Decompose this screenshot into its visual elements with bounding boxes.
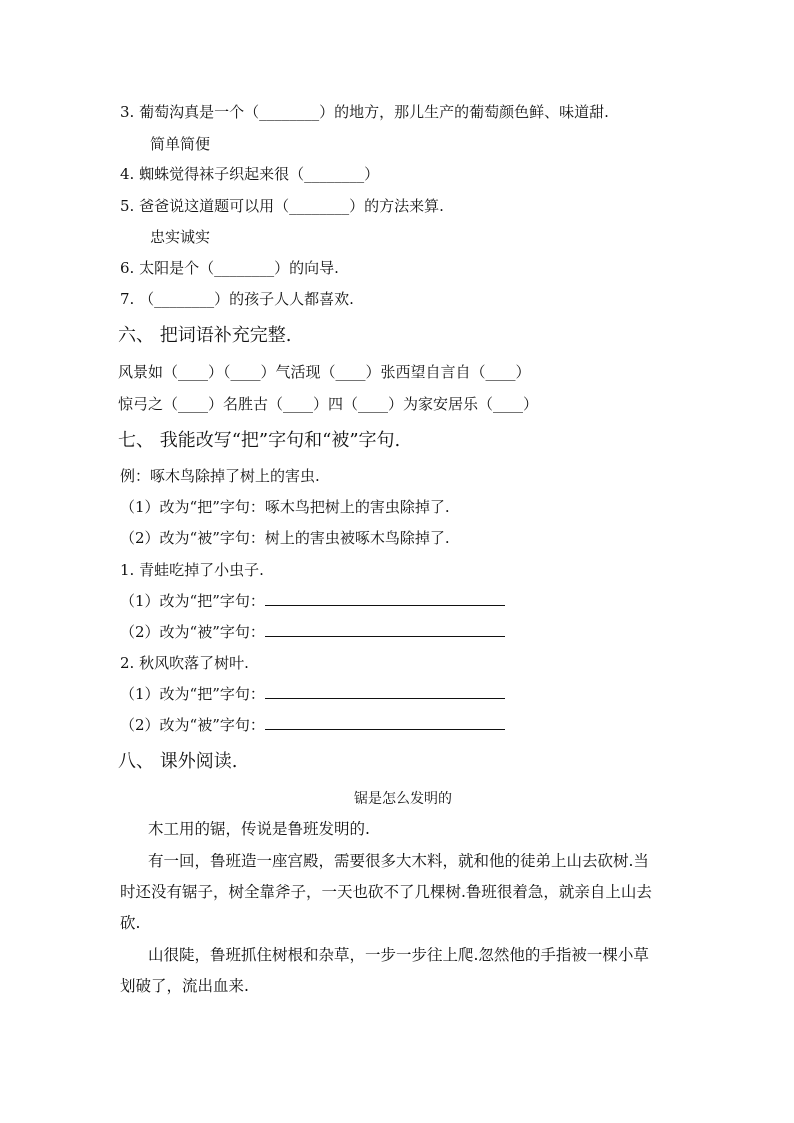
section-6-heading: 六、 把词语补充完整. xyxy=(118,325,292,346)
question-4: 4. 蜘蛛觉得袜子织起来很（________） xyxy=(120,165,380,183)
word-choices-1: 简单简便 xyxy=(150,135,211,153)
reading-paragraph-1: 木工用的锯，传说是鲁班发明的. xyxy=(148,820,370,838)
reading-paragraph-3-line-1: 山很陡，鲁班抓住树根和杂草，一步一步往上爬.忽然他的手指被一棵小草 xyxy=(148,946,649,964)
question-7: 7. （________）的孩子人人都喜欢. xyxy=(120,290,354,308)
example-sentence: 例：啄木鸟除掉了树上的害虫. xyxy=(120,467,320,485)
exercise-2-ba-label: （1）改为“把”字句： xyxy=(120,685,265,703)
exercise-2-bei-answer-line[interactable] xyxy=(265,715,505,730)
question-6: 6. 太阳是个（________）的向导. xyxy=(120,259,339,277)
reading-paragraph-2-line-1: 有一回，鲁班造一座宫殿，需要很多大木料，就和他的徒弟上山去砍树.当 xyxy=(148,852,649,870)
exercise-2-bei-label: （2）改为“被”字句： xyxy=(120,716,265,734)
word-choices-2: 忠实诚实 xyxy=(150,228,211,246)
idiom-row-2: 惊弓之（____）名胜古（____）四（____）为家安居乐（____） xyxy=(118,395,539,413)
section-7-heading: 七、 我能改写“把”字句和“被”字句. xyxy=(118,430,401,451)
reading-paragraph-3-line-2: 划破了，流出血来. xyxy=(120,977,249,995)
question-3: 3. 葡萄沟真是一个（________）的地方，那儿生产的葡萄颜色鲜、味道甜. xyxy=(120,103,609,121)
section-8-heading: 八、 课外阅读. xyxy=(118,751,238,772)
reading-paragraph-2-line-3: 砍. xyxy=(120,914,141,932)
reading-paragraph-2-line-2: 时还没有锯子，树全靠斧子，一天也砍不了几棵树.鲁班很着急，就亲自上山去 xyxy=(120,883,652,901)
example-ba-answer: （1）改为“把”字句：啄木鸟把树上的害虫除掉了. xyxy=(120,498,450,516)
question-5: 5. 爸爸说这道题可以用（________）的方法来算. xyxy=(120,197,444,215)
reading-title: 锯是怎么发明的 xyxy=(354,791,452,807)
exercise-2-sentence: 2. 秋风吹落了树叶. xyxy=(120,654,249,672)
exercise-1-ba-row xyxy=(120,591,505,611)
exercise-2-ba-row xyxy=(120,684,505,704)
idiom-row-1: 风景如（____）（____）气活现（____）张西望自言自（____） xyxy=(118,363,531,381)
exercise-1-ba-answer-line[interactable] xyxy=(265,591,505,606)
exercise-1-sentence: 1. 青蛙吃掉了小虫子. xyxy=(120,561,264,579)
exercise-1-bei-label: （2）改为“被”字句： xyxy=(120,623,265,641)
exercise-2-bei-row xyxy=(120,715,505,735)
exercise-1-bei-row xyxy=(120,622,505,642)
exercise-2-ba-answer-line[interactable] xyxy=(265,684,505,699)
example-bei-answer: （2）改为“被”字句：树上的害虫被啄木鸟除掉了. xyxy=(120,529,450,547)
exercise-1-bei-answer-line[interactable] xyxy=(265,622,505,637)
exercise-1-ba-label: （1）改为“把”字句： xyxy=(120,592,265,610)
